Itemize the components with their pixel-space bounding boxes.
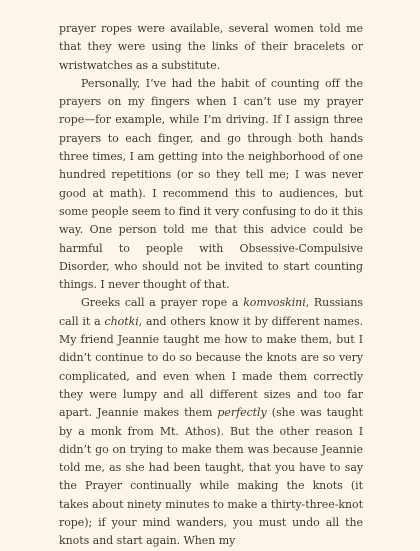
text-segment: Greeks call a prayer rope a bbox=[81, 296, 244, 310]
paragraph-finger-counting bbox=[59, 75, 363, 295]
text-segment: Personally, I’ve had the habit of counting off the prayers on my fingers when I can’t use my prayer rope—for example, while I’m driving. If I assign three prayers to each finger, and go through both hands three times, I am getting into the neighborhood of one hundred repetitions (or so they tell me; I was never good at math). I recommend this to audiences, but some people seem to find it very confusing to do it this way. One person told me that this advice could be harmful to people with Obsessive-Compulsive Disorder, who should not be invited to start counting things. I never thought of that. bbox=[59, 76, 363, 292]
text-segment: , and others know it by different names. My friend Jeannie taught me how to make them, but I didn’t continue to do so because the knots are so very complicated, and even when I made them correctly they were lumpy and all different sizes and too far apart. Jeannie makes them bbox=[59, 314, 363, 420]
italic-emphasis: perfectly bbox=[217, 406, 267, 420]
text-segment: prayer ropes were available, several women told me that they were using the links of their bracelets or wristwatches as a substitute. bbox=[59, 22, 363, 72]
text-segment: , Russians call it a bbox=[59, 296, 363, 328]
italic-term: komvoskini bbox=[243, 296, 306, 310]
text-segment: (she was taught by a monk from Mt. Athos). But the other reason I didn’t go on trying to make them was because Jeannie told me, as she had been taught, that you have to say the Prayer continually while making the knots (it takes about ninety minutes to make a thirty-three-knot rope); if your mind wanders, you must undo all the knots and start again. When my bbox=[59, 406, 363, 548]
italic-term: chotki bbox=[104, 314, 139, 328]
paragraph-continuation bbox=[59, 20, 363, 75]
body-text bbox=[59, 20, 363, 551]
paragraph-prayer-rope-names bbox=[59, 294, 363, 550]
